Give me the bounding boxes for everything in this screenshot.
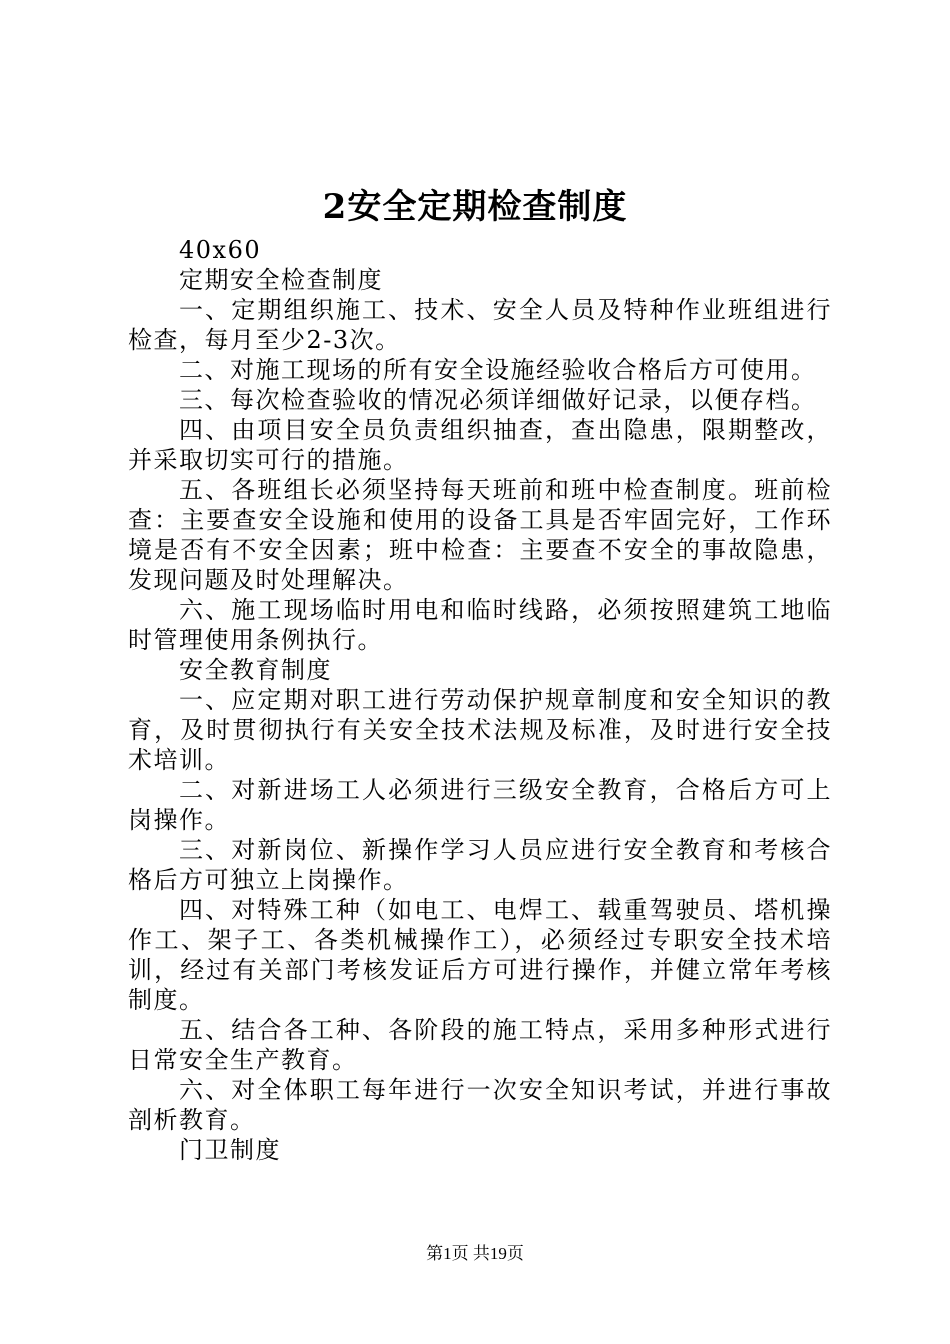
section-heading-education: 安全教育制度 <box>179 656 332 684</box>
paragraph: 三、每次检查验收的情况必须详细做好记录，以便存档。 <box>179 386 817 414</box>
paragraph: 二、对新进场工人必须进行三级安全教育，合格后方可上岗操作。 <box>128 776 832 834</box>
page-footer: 第1页 共19页 <box>426 1244 524 1263</box>
paragraph: 五、各班组长必须坚持每天班前和班中检查制度。班前检查：主要查安全设施和使用的设备工具是否牢固完好，工作环境是否有不安全因素；班中检查：主要查不安全的事故隐患，发现问题及时处理解决。 <box>128 476 832 594</box>
paragraph: 一、应定期对职工进行劳动保护规章制度和安全知识的教育，及时贯彻执行有关安全技术法规及标准，及时进行安全技术培训。 <box>128 686 832 774</box>
paragraph-size: 40x60 <box>179 236 262 264</box>
paragraph: 三、对新岗位、新操作学习人员应进行安全教育和考核合格后方可独立上岗操作。 <box>128 836 832 894</box>
section-heading-inspection: 定期安全检查制度 <box>179 266 383 294</box>
section-heading-gatekeeper: 门卫制度 <box>179 1136 281 1164</box>
paragraph: 六、对全体职工每年进行一次安全知识考试，并进行事故剖析教育。 <box>128 1076 832 1134</box>
document-body <box>128 235 832 1165</box>
paragraph: 四、对特殊工种（如电工、电焊工、载重驾驶员、塔机操作工、架子工、各类机械操作工），必须经过专职安全技术培训，经过有关部门考核发证后方可进行操作，并健立常年考核制度。 <box>128 896 832 1014</box>
document-title: 2安全定期检查制度 <box>322 187 628 227</box>
paragraph: 一、定期组织施工、技术、安全人员及特种作业班组进行检查，每月至少2-3次。 <box>128 296 832 354</box>
paragraph: 六、施工现场临时用电和临时线路，必须按照建筑工地临时管理使用条例执行。 <box>128 596 832 654</box>
paragraph: 四、由项目安全员负责组织抽查，查出隐患，限期整改，并采取切实可行的措施。 <box>128 416 832 474</box>
paragraph: 二、对施工现场的所有安全设施经验收合格后方可使用。 <box>179 356 817 384</box>
paragraph: 五、结合各工种、各阶段的施工特点，采用多种形式进行日常安全生产教育。 <box>128 1016 832 1074</box>
